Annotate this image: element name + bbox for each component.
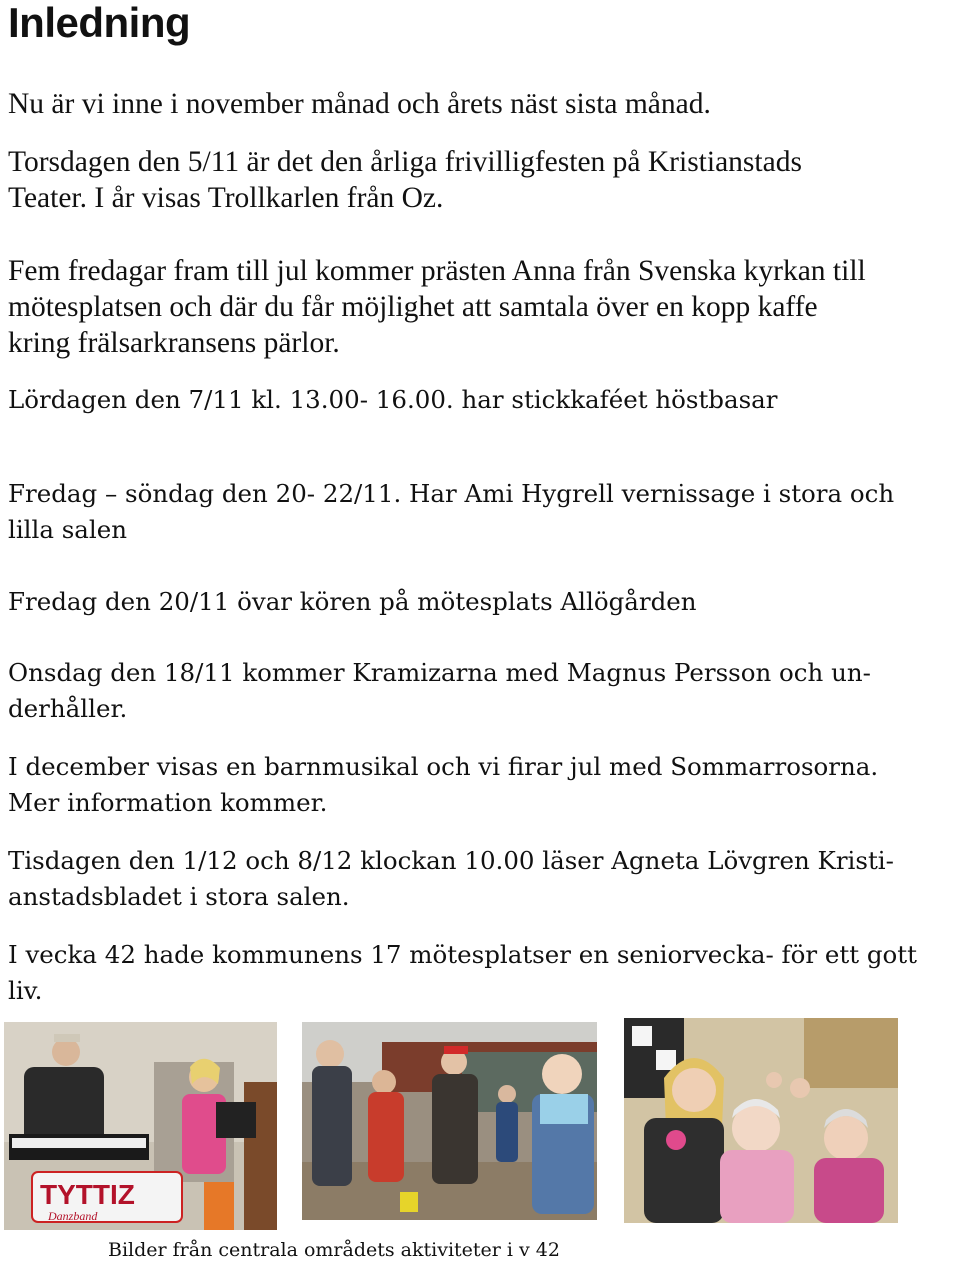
paragraph-knitting-bazaar: Lördagen den 7/11 kl. 13.00- 16.00. har stickkaféet höstbasar <box>8 385 778 414</box>
photo-seniors-indoors <box>624 1018 898 1223</box>
paragraph-intro: Nu är vi inne i november månad och årets näst sista månad. <box>8 88 711 120</box>
paragraph-december: I december visas en barnmusikal och vi firar jul med Sommarrosorna. Mer information kommer. <box>8 752 879 817</box>
photo-outdoor-gathering <box>302 1022 597 1220</box>
paragraph-priest-visits: Fem fredagar fram till jul kommer prästen Anna från Svenska kyrkan till mötesplatsen och där du får möjlighet att samtala över en kopp kaffe kring frälsarkransens pärlor. <box>8 255 866 359</box>
photo-caption: Bilder från centrala områdets aktiviteter i v 42 <box>108 1239 560 1261</box>
band-sign-text: TYTTIZ <box>40 1179 135 1210</box>
photo-band-performance <box>4 1022 277 1230</box>
paragraph-kramizarna: Onsdag den 18/11 kommer Kramizarna med Magnus Persson och un- derhåller. <box>8 658 871 723</box>
band-sign-subtext: Danzband <box>48 1209 98 1223</box>
paragraph-volunteer-party: Torsdagen den 5/11 är det den årliga frivilligfesten på Kristianstads Teater. I år visas Trollkarlen från Oz. <box>8 146 802 214</box>
paragraph-senior-week: I vecka 42 hade kommunens 17 mötesplatser en seniorvecka- för ett gott liv. <box>8 940 917 1005</box>
paragraph-vernissage: Fredag – söndag den 20- 22/11. Har Ami Hygrell vernissage i stora och lilla salen <box>8 479 895 544</box>
page-title: Inledning <box>8 0 191 46</box>
paragraph-reading: Tisdagen den 1/12 och 8/12 klockan 10.00 läser Agneta Lövgren Kristi- anstadsbladet i stora salen. <box>8 846 894 911</box>
paragraph-choir: Fredag den 20/11 övar kören på mötesplats Allögården <box>8 587 697 616</box>
